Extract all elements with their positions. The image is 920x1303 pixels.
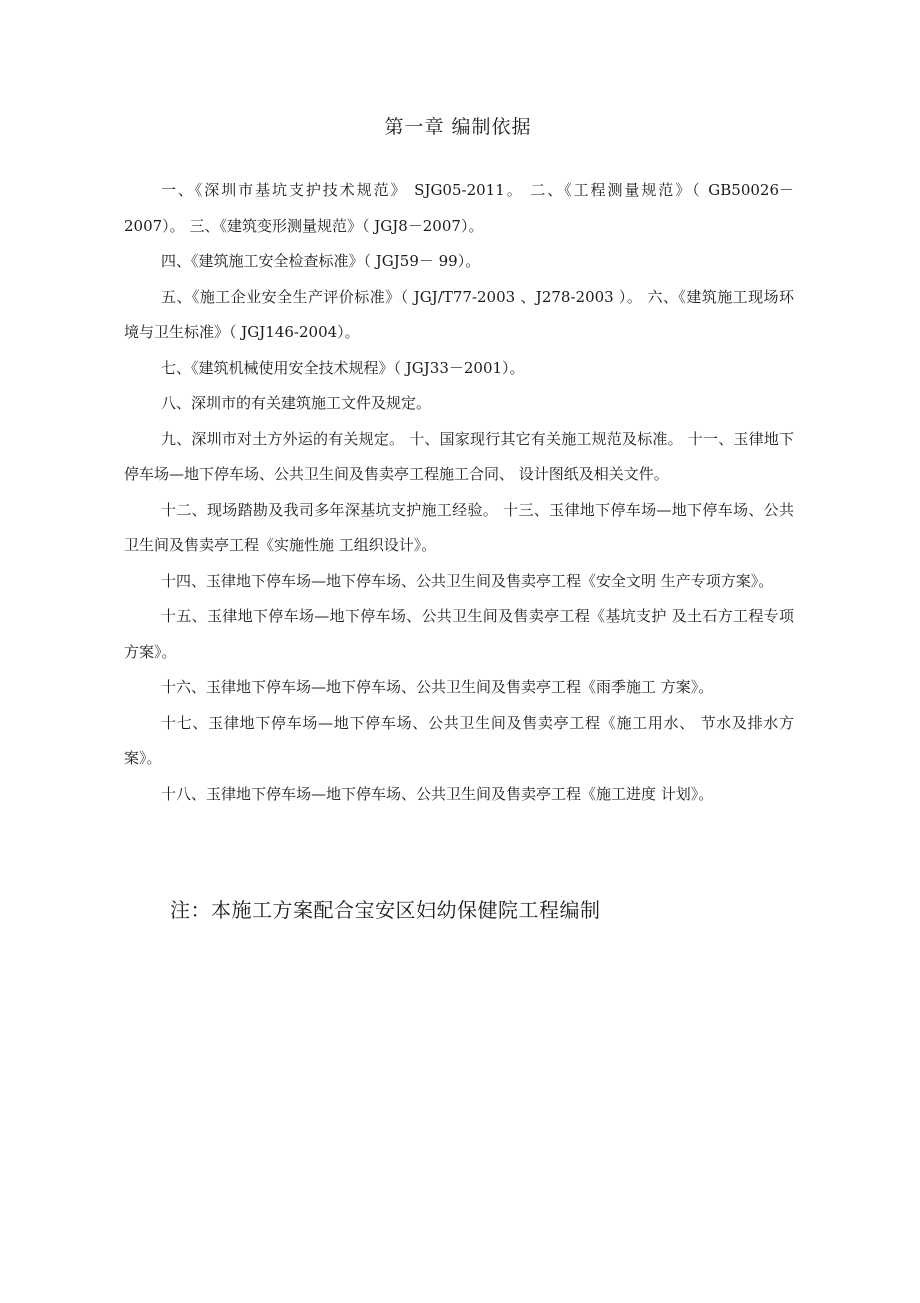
paragraph-10: 十六、玉律地下停车场—地下停车场、公共卫生间及售卖亭工程《雨季施工 方案》。 xyxy=(161,678,714,696)
document-body xyxy=(124,173,794,812)
paragraph-3: 五、《施工企业安全生产评价标准》（ JGJ/T77-2003 、J278-2003 ）。 六、《建筑施工现场环境与卫生标准》（ JGJ146-2004）。 xyxy=(124,287,794,341)
paragraph-8: 十四、玉律地下停车场—地下停车场、公共卫生间及售卖亭工程《安全文明 生产专项方案》。 xyxy=(161,571,774,590)
paragraph-11: 十七、玉律地下停车场—地下停车场、公共卫生间及售卖亭工程《施工用水、 节水及排水方案》。 xyxy=(124,713,794,767)
paragraph-1: 一、《深圳市基坑支护技术规范》 SJG05-2011。 二、《工程测量规范》（ GB50026－2007）。 三、《建筑变形测量规范》（ JGJ8－2007）。 xyxy=(124,181,794,235)
paragraph-2: 四、《建筑施工安全检查标准》（ JGJ59－ 99）。 xyxy=(161,252,481,270)
paragraph-6: 九、深圳市对土方外运的有关规定。 十、国家现行其它有关施工规范及标准。 十一、玉律地下停车场—地下停车场、公共卫生间及售卖亭工程施工合同、 设计图纸及相关文件。 xyxy=(124,429,794,483)
footnote: 注：本施工方案配合宝安区妇幼保健院工程编制 xyxy=(170,898,601,922)
paragraph-9: 十五、玉律地下停车场—地下停车场、公共卫生间及售卖亭工程《基坑支护 及土石方工程专项方案》。 xyxy=(124,607,794,661)
paragraph-5: 八、深圳市的有关建筑施工文件及规定。 xyxy=(161,394,432,412)
paragraph-7: 十二、现场踏勘及我司多年深基坑支护施工经验。 十三、玉律地下停车场—地下停车场、公共卫生间及售卖亭工程《实施性施 工组织设计》。 xyxy=(124,500,794,554)
chapter-title: 第一章 编制依据 xyxy=(384,116,532,138)
paragraph-4: 七、《建筑机械使用安全技术规程》（ JGJ33－2001）。 xyxy=(161,358,525,377)
paragraph-12: 十八、玉律地下停车场—地下停车场、公共卫生间及售卖亭工程《施工进度 计划》。 xyxy=(161,784,714,803)
